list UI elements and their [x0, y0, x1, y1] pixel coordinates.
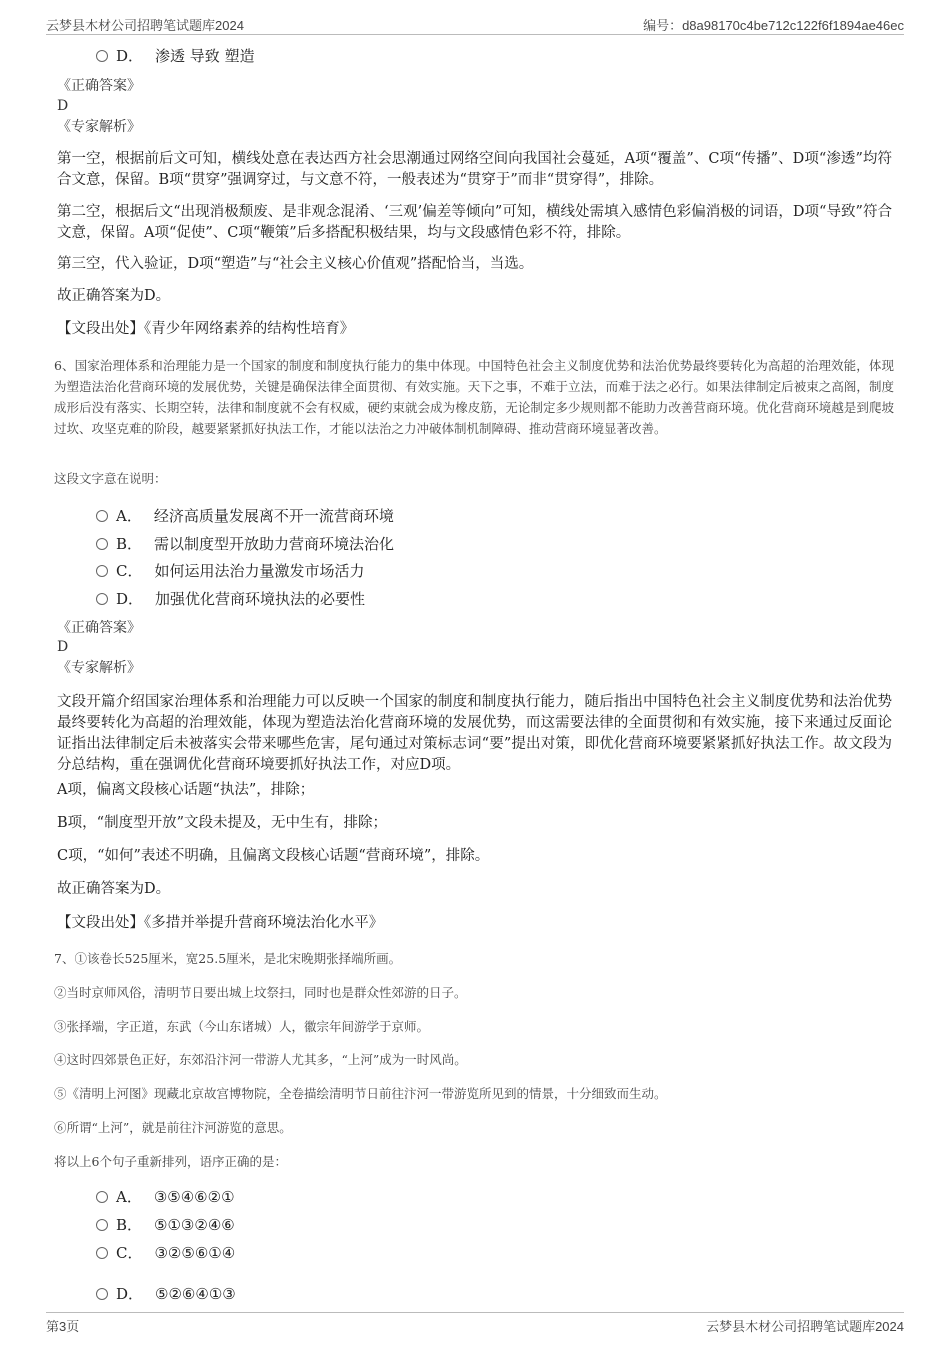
- q6-answer: D: [57, 639, 69, 655]
- page-header: [46, 12, 904, 35]
- q7-sentence-4: ④这时四郊景色正好，东郊沿汴河一带游人尤其多，“上河”成为一时风尚。: [54, 1052, 467, 1067]
- radio-icon[interactable]: [96, 1288, 108, 1300]
- q5-option-d[interactable]: D． 渗透 导致 塑造: [96, 45, 255, 67]
- q7-sentence-5: ⑤《清明上河图》现藏北京故宫博物院，全卷描绘清明节日前往汴河一带游览所见到的情景，十分细致而生动。: [54, 1086, 667, 1101]
- q7-option-c[interactable]: C． ③②⑤⑥①④: [96, 1242, 235, 1264]
- radio-icon[interactable]: [96, 538, 108, 550]
- q6-analysis-p1: 文段开篇介绍国家治理体系和治理能力可以反映一个国家的制度和制度执行能力，随后指出中国特色社会主义制度优势和法治优势最终要转化为高超的治理效能，体现为塑造法治化营商环境的发展优势，而这需要法律的全面贯彻和有效实施，接下来通过反面论证指出法律制定后未被落实会带来哪些危害，尾句通过对策标志词“要”提出对策，即优化营商环境要紧紧抓好执法工作。故文段为分总结构，重在强调优化营商环境要抓好执法工作，对应D项。: [57, 694, 892, 773]
- radio-icon[interactable]: [96, 1247, 108, 1259]
- q7-option-b[interactable]: B． ⑤①③②④⑥: [96, 1214, 235, 1236]
- q6-option-b[interactable]: B． 需以制度型开放助力营商环境法治化: [96, 533, 394, 555]
- q7-question: 将以上6个句子重新排列，语序正确的是：: [54, 1154, 287, 1169]
- q5-analysis-label: 《专家解析》: [57, 119, 141, 135]
- page-footer: [46, 1312, 904, 1335]
- header-doc-id: 编号：d8a98170c4be712c122f6f1894ae46ec: [643, 18, 904, 33]
- q6-analysis-p5: 故正确答案为D。: [57, 881, 171, 897]
- header-title: 云梦县木材公司招聘笔试题库2024: [46, 18, 244, 33]
- radio-icon[interactable]: [96, 593, 108, 605]
- q6-analysis-p2: A项，偏离文段核心话题“执法”，排除；: [57, 782, 315, 798]
- q6-analysis-p4: C项，“如何”表述不明确，且偏离文段核心话题“营商环境”，排除。: [57, 848, 490, 864]
- q7-sentence-3: ③张择端，字正道，东武（今山东诸城）人，徽宗年间游学于京师。: [54, 1019, 430, 1034]
- q6-analysis-label: 《专家解析》: [57, 660, 141, 676]
- page-number: 第3页: [46, 1319, 80, 1334]
- q7-sentence-6: ⑥所谓“上河”，就是前往汴河游览的意思。: [54, 1120, 292, 1135]
- q6-answer-label: 《正确答案》: [57, 620, 141, 636]
- q5-source: 【文段出处】《青少年网络素养的结构性培育》: [57, 321, 355, 337]
- q5-answer-label: 《正确答案》: [57, 78, 141, 94]
- footer-title: 云梦县木材公司招聘笔试题库2024: [706, 1319, 904, 1334]
- q5-analysis-p2: 第二空，根据后文“出现消极颓废、是非观念混淆、‘三观’偏差等倾向”可知，横线处需填入感情色彩偏消极的词语，D项“导致”符合文意，保留。A项“促使”、C项“鞭策”后多搭配积极结果，均与文段感情色彩不符，排除。: [57, 204, 892, 241]
- q6-option-a[interactable]: A． 经济高质量发展离不开一流营商环境: [96, 505, 394, 527]
- q6-question: 这段文字意在说明：: [54, 471, 167, 486]
- radio-icon[interactable]: [96, 1219, 108, 1231]
- q7-sentence-1: 7、①该卷长525厘米，宽25.5厘米，是北宋晚期张择端所画。: [54, 951, 402, 966]
- radio-icon[interactable]: [96, 510, 108, 522]
- q7-sentence-2: ②当时京师风俗，清明节日要出城上坟祭扫，同时也是群众性郊游的日子。: [54, 985, 467, 1000]
- q7-option-a[interactable]: A． ③⑤④⑥②①: [96, 1186, 235, 1208]
- q5-analysis-p1: 第一空，根据前后文可知，横线处意在表达西方社会思潮通过网络空间向我国社会蔓延，A项“覆盖”、C项“传播”、D项“渗透”均符合文意，保留。B项“贯穿”强调穿过，与文意不符，一般表述为“贯穿于”而非“贯穿得”，排除。: [57, 151, 892, 188]
- q5-answer: D: [57, 98, 69, 114]
- q6-stem: 6、国家治理体系和治理能力是一个国家的制度和制度执行能力的集中体现。中国特色社会主义制度优势和法治优势最终要转化为高超的治理效能，体现为塑造法治化营商环境的发展优势，关键是确保法律全面贯彻、有效实施。天下之事，不难于立法，而难于法之必行。如果法律制定后被束之高阁，制度成形后没有落实、长期空转，法律和制度就不会有权威，硬约束就会成为橡皮筋，无论制定多少规则都不能助力改善营商环境。优化营商环境越是到爬坡过坎、攻坚克难的阶段，越要紧紧抓好执法工作，才能以法治之力冲破体制机制障碍、推动营商环境显著改善。: [54, 358, 894, 436]
- q5-analysis-p4: 故正确答案为D。: [57, 288, 171, 304]
- q5-analysis-p3: 第三空，代入验证，D项“塑造”与“社会主义核心价值观”搭配恰当，当选。: [57, 256, 534, 272]
- q6-analysis-p3: B项，“制度型开放”文段未提及，无中生有，排除；: [57, 815, 387, 831]
- q6-option-c[interactable]: C． 如何运用法治力量激发市场活力: [96, 560, 365, 582]
- radio-icon[interactable]: [96, 565, 108, 577]
- q7-option-d[interactable]: D． ⑤②⑥④①③: [96, 1283, 236, 1305]
- q6-option-d[interactable]: D． 加强优化营商环境执法的必要性: [96, 588, 365, 610]
- q6-source: 【文段出处】《多措并举提升营商环境法治化水平》: [57, 915, 384, 931]
- radio-icon[interactable]: [96, 50, 108, 62]
- radio-icon[interactable]: [96, 1191, 108, 1203]
